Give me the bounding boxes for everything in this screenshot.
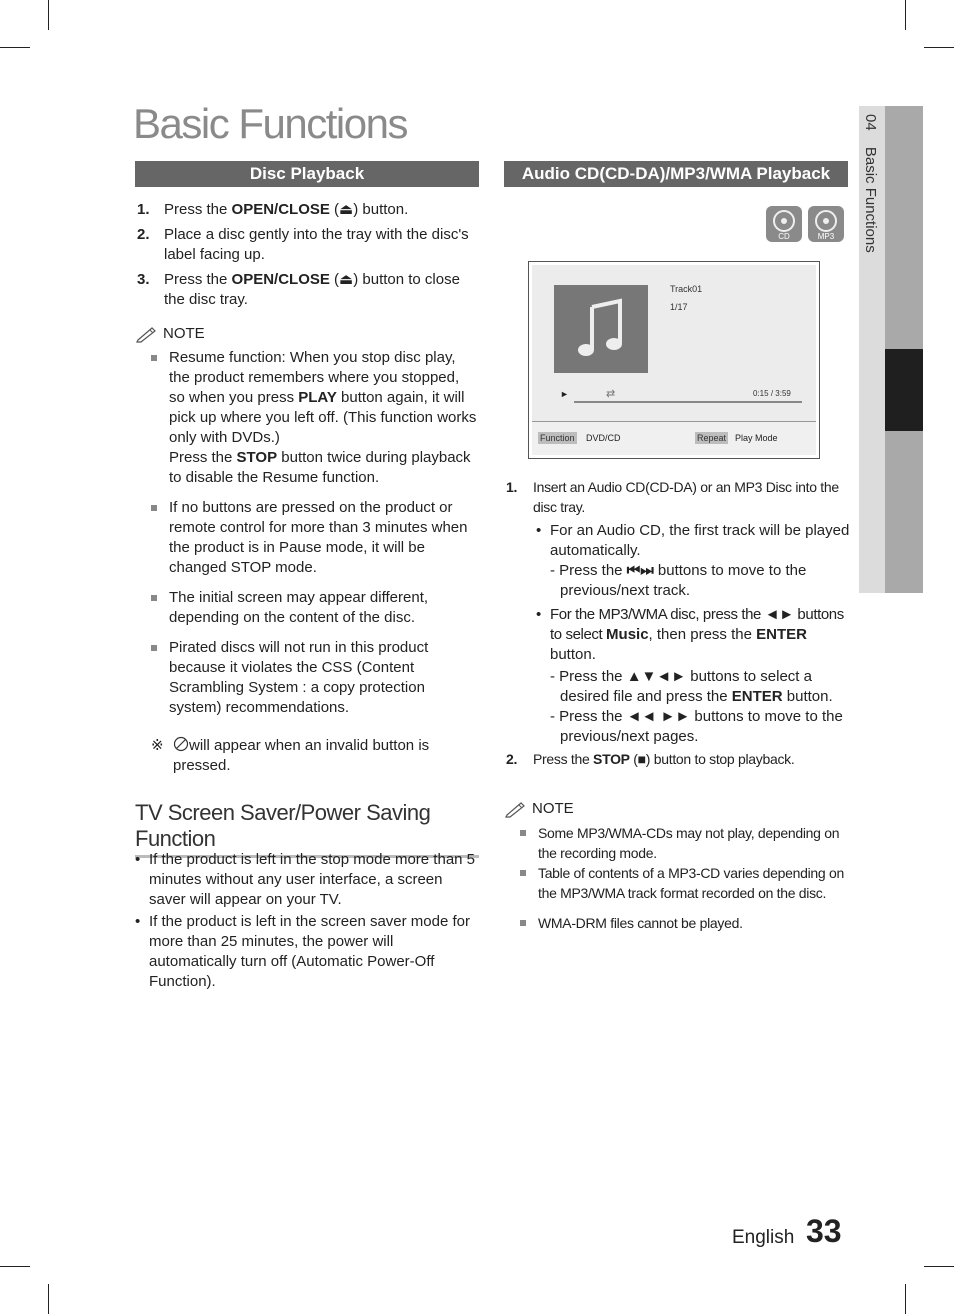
note-list bbox=[135, 348, 479, 718]
function-value: DVD/CD bbox=[586, 433, 621, 443]
sub-text: button. bbox=[782, 688, 833, 705]
disc-label: MP3 bbox=[817, 232, 835, 241]
sub-text: - Press the bbox=[550, 562, 627, 579]
bullet-text: For an Audio CD, the first track will be played automatically. bbox=[550, 522, 850, 559]
repeat-value: Play Mode bbox=[735, 433, 778, 443]
button-name: PLAY bbox=[298, 389, 337, 406]
side-tab-label bbox=[862, 114, 879, 253]
crop-mark bbox=[905, 0, 906, 30]
crop-mark bbox=[924, 1266, 954, 1267]
note-text: button again, it will pick up where you left off. (This function works only with DVDs.) bbox=[169, 389, 477, 446]
note-label: NOTE bbox=[163, 325, 205, 342]
side-tab-active-marker bbox=[885, 349, 923, 431]
note-text: button twice during playback to disable the Resume function. bbox=[169, 449, 471, 486]
time-current: 0:15 bbox=[753, 389, 769, 398]
step-number: 3. bbox=[137, 271, 150, 288]
mp3-disc-icon bbox=[808, 206, 844, 242]
playback-screen-inner bbox=[532, 265, 816, 455]
function-tag: Function bbox=[540, 433, 575, 443]
step-text: (⏏) button to close the disc tray. bbox=[164, 271, 460, 308]
chapter-number: 04 bbox=[862, 114, 879, 131]
step-text: Press the bbox=[164, 201, 232, 218]
play-icon: ► bbox=[560, 389, 569, 399]
note-text: Table of contents of a MP3-CD varies depending on the MP3/WMA track format recorded on the disc. bbox=[538, 865, 844, 901]
shuffle-icon: ⇄ bbox=[606, 388, 616, 400]
sub-text: buttons to move to the previous/next track. bbox=[560, 562, 807, 599]
audio-cd-content bbox=[504, 477, 850, 943]
disc-hole bbox=[781, 218, 787, 224]
square-bullet-icon bbox=[520, 870, 526, 876]
step-item bbox=[135, 270, 479, 310]
note-text: The initial screen may appear different, depending on the content of the disc. bbox=[169, 589, 429, 626]
crop-mark bbox=[48, 1284, 49, 1314]
button-name: ENTER bbox=[731, 688, 783, 705]
sub-text: - Press the ▲▼◄► buttons to select a desired file and press the bbox=[550, 668, 812, 705]
section-heading-screen-saver: TV Screen Saver/Power Saving Function bbox=[135, 800, 479, 858]
crop-mark bbox=[924, 47, 954, 48]
time-total: 3:59 bbox=[775, 389, 791, 398]
bullet-item: • If the product is left in the stop mode more than 5 minutes without any user interface, a screen saver will appear on your TV. bbox=[135, 850, 479, 910]
page-number: 33 bbox=[806, 1213, 842, 1249]
bullet-text: button. bbox=[550, 646, 596, 663]
step-text: Press the bbox=[164, 271, 232, 288]
note-header bbox=[504, 799, 850, 819]
square-bullet-icon bbox=[151, 645, 157, 651]
note-text: Resume function: When you stop disc play, the product remembers where you stopped, so when you press bbox=[169, 349, 460, 406]
step-text: Insert an Audio CD(CD-DA) or an MP3 Disc into the disc tray. bbox=[533, 479, 839, 515]
asterisk-note bbox=[135, 736, 479, 776]
track-name: Track01 bbox=[670, 284, 703, 294]
square-bullet-icon bbox=[151, 355, 157, 361]
time-display bbox=[753, 389, 791, 398]
step-item bbox=[135, 200, 479, 220]
note-item bbox=[504, 863, 850, 903]
sub-item: - Press the ◄◄ ►► buttons to move to the previous/next pages. bbox=[550, 708, 843, 745]
square-bullet-icon bbox=[151, 595, 157, 601]
disc-playback-content bbox=[135, 200, 479, 776]
note-text: Pirated discs will not run in this product because it violates the CSS (Content Scrambling System : a copy protection system) recommendations. bbox=[169, 639, 429, 716]
note-item bbox=[135, 588, 479, 628]
chapter-title: Basic Functions bbox=[862, 146, 879, 253]
screen-saver-bullets bbox=[135, 850, 479, 992]
step-number: 2. bbox=[506, 751, 518, 767]
step-text: (⏏) button. bbox=[329, 201, 409, 218]
track-count: 1/17 bbox=[670, 302, 688, 312]
audio-step-1 bbox=[504, 477, 850, 517]
crop-mark bbox=[905, 1284, 906, 1314]
button-name: OPEN/CLOSE bbox=[231, 201, 330, 218]
button-name: ENTER bbox=[756, 626, 807, 643]
disc-playback-steps bbox=[135, 200, 479, 310]
step-text: Place a disc gently into the tray with the disc's label facing up. bbox=[164, 226, 469, 263]
skip-buttons-symbol: ⏮⏭ bbox=[626, 562, 654, 579]
step-text: (■) button to stop playback. bbox=[629, 751, 795, 767]
bullet-text: , then press the bbox=[648, 626, 757, 643]
square-bullet-icon bbox=[520, 830, 526, 836]
screen-footer bbox=[532, 421, 816, 455]
cd-disc-icon bbox=[766, 206, 802, 242]
section-heading-audio-cd: Audio CD(CD-DA)/MP3/WMA Playback bbox=[504, 161, 848, 187]
menu-name: Music bbox=[606, 626, 649, 643]
asterisk-note-text: will appear when an invalid button is pressed. bbox=[173, 737, 430, 774]
playback-screen bbox=[528, 261, 820, 459]
note-item bbox=[135, 498, 479, 578]
repeat-tag: Repeat bbox=[697, 433, 727, 443]
step-number: 1. bbox=[137, 201, 150, 218]
step-number: 1. bbox=[506, 479, 518, 495]
note-text: Some MP3/WMA-CDs may not play, depending on the recording mode. bbox=[538, 825, 840, 861]
audio-step-2 bbox=[504, 749, 850, 769]
note-list bbox=[504, 823, 850, 933]
pencil-note-icon bbox=[135, 325, 159, 343]
disc-label: CD bbox=[778, 232, 790, 241]
note-item bbox=[135, 638, 479, 718]
note-label: NOTE bbox=[532, 800, 574, 817]
footer-language: English bbox=[732, 1227, 795, 1248]
music-note-icon bbox=[554, 285, 648, 373]
time-separator: / bbox=[770, 389, 774, 398]
crop-mark bbox=[48, 0, 49, 30]
audio-step-1-bullets bbox=[536, 521, 850, 747]
album-art bbox=[554, 285, 648, 373]
square-bullet-icon bbox=[520, 920, 526, 926]
button-name: STOP bbox=[236, 449, 278, 466]
button-name: STOP bbox=[593, 751, 630, 767]
screen-saver-content bbox=[135, 850, 479, 992]
crop-mark bbox=[0, 47, 30, 48]
note-text: If no buttons are pressed on the product or remote control for more than 3 minutes when the product is in Pause mode, it will be changed STOP mode. bbox=[169, 499, 468, 576]
crop-mark bbox=[0, 1266, 30, 1267]
note-item bbox=[504, 913, 850, 933]
step-number: 2. bbox=[137, 226, 150, 243]
note-text: WMA-DRM files cannot be played. bbox=[538, 915, 743, 931]
note-item bbox=[135, 348, 479, 488]
square-bullet-icon bbox=[151, 505, 157, 511]
step-item bbox=[135, 225, 479, 265]
invalid-symbol-icon bbox=[173, 736, 189, 752]
disc-hole bbox=[823, 218, 829, 224]
sub-item bbox=[550, 561, 850, 601]
bullet-item: • If the product is left in the screen saver mode for more than 25 minutes, the power will automatically turn off (Automatic Power-Off Function). bbox=[135, 912, 479, 992]
bullet-item bbox=[536, 521, 850, 601]
note-item bbox=[504, 823, 850, 863]
bullet-text: For the MP3/WMA disc, press the ◄► buttons to select bbox=[550, 606, 844, 643]
button-name: OPEN/CLOSE bbox=[231, 271, 330, 288]
sub-item bbox=[550, 667, 850, 707]
bullet-item bbox=[536, 605, 850, 747]
progress-bar bbox=[574, 401, 802, 403]
step-text: Press the bbox=[533, 751, 594, 767]
page-title: Basic Functions bbox=[133, 100, 407, 147]
note-text: Press the bbox=[169, 449, 237, 466]
section-heading-disc-playback: Disc Playback bbox=[135, 161, 479, 187]
pencil-note-icon bbox=[504, 800, 528, 818]
asterisk-mark: ※ bbox=[151, 737, 164, 754]
note-header bbox=[135, 324, 479, 344]
